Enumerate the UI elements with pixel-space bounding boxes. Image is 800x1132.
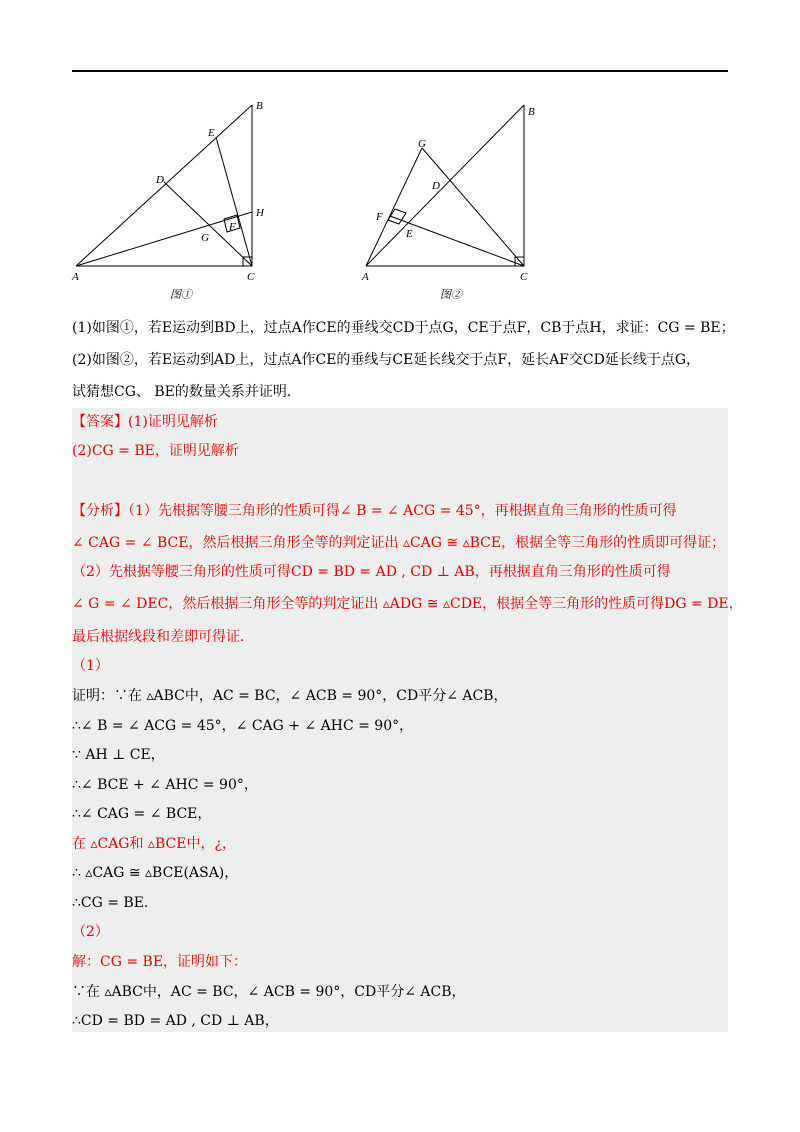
question-part-1: (1)如图①，若E运动到BD上，过点A作CE的垂线交CD于点G，CE于点F，CB于点H，求证：CG = BE；	[72, 320, 735, 336]
fig2-caption: 图②	[440, 289, 462, 301]
fig2-label-c: C	[520, 271, 528, 283]
solution-part-2-line-2: ∵在 ▵ABC中，AC = BC，∠ ACB = 90°，CD平分∠ ACB，	[72, 984, 466, 1000]
analysis-line-4: ∠ G = ∠ DEC，然后根据三角形全等的判定证出 ▵ADG ≅ ▵CDE，根据全等三角形的性质可得DG = DE，	[72, 596, 743, 612]
top-rule	[72, 70, 728, 72]
fig1-label-f: F	[229, 221, 236, 233]
fig1-label-h: H	[256, 207, 264, 219]
question-part-2: (2)如图②，若E运动到AD上，过点A作CE的垂线与CE延长线交于点F，延长AF交CD延长线于点G，	[72, 352, 701, 368]
solution-step-7: ∴ ▵CAG ≅ ▵BCE(ASA)，	[72, 865, 239, 881]
solution-step-6: 在 ▵CAG和 ▵BCE中，¿，	[72, 836, 236, 852]
figure-2-diagram	[360, 95, 560, 305]
solution-step-5: ∴∠ CAG = ∠ BCE，	[72, 806, 212, 822]
analysis-line-1: 【分析】（1）先根据等腰三角形的性质可得∠ B = ∠ ACG = 45°，再根据直角三角形的性质可得	[72, 503, 677, 519]
answer-line-2: (2)CG = BE，证明见解析	[72, 443, 239, 459]
solution-part-1-label: （1）	[72, 658, 109, 674]
fig2-label-g: G	[418, 138, 426, 150]
solution-step-2: ∴∠ B = ∠ ACG = 45°，∠ CAG + ∠ AHC = 90°，	[72, 718, 414, 734]
solution-part-2-label: （2）	[72, 924, 109, 940]
question-part-2-continued: 试猜想CG、 BE的数量关系并证明．	[72, 384, 301, 400]
analysis-line-2: ∠ CAG = ∠ BCE，然后根据三角形全等的判定证出 ▵CAG ≅ ▵BCE，根据全等三角形的性质即可得证；	[72, 535, 726, 551]
solution-step-3: ∵ AH ⊥ CE，	[72, 747, 165, 763]
fig1-label-d: D	[156, 174, 164, 186]
solution-step-8: ∴CG = BE．	[72, 895, 158, 911]
solution-part-2-line-1: 解：CG = BE，证明如下：	[72, 954, 248, 970]
fig1-label-c: C	[247, 271, 255, 283]
analysis-line-5: 最后根据线段和差即可得证．	[72, 629, 254, 645]
figure-2	[360, 95, 560, 309]
fig1-label-b: B	[256, 100, 263, 112]
fig1-label-e: E	[208, 127, 215, 139]
answer-line-1: 【答案】(1)证明见解析	[72, 414, 218, 430]
fig1-label-a: A	[72, 271, 79, 283]
figure-1	[70, 95, 270, 309]
fig2-label-d: D	[432, 180, 440, 192]
analysis-line-3: （2）先根据等腰三角形的性质可得CD = BD = AD , CD ⊥ AB，再根据直角三角形的性质可得	[72, 564, 671, 580]
fig2-label-f: F	[376, 211, 383, 223]
fig2-label-e: E	[406, 228, 413, 240]
fig2-label-b: B	[528, 106, 535, 118]
solution-step-4: ∴∠ BCE + ∠ AHC = 90°，	[72, 777, 258, 793]
figure-1-diagram	[70, 95, 270, 305]
fig1-label-g: G	[201, 232, 209, 244]
solution-step-1: 证明：∵在 ▵ABC中，AC = BC，∠ ACB = 90°，CD平分∠ ACB，	[72, 688, 508, 704]
fig2-label-a: A	[362, 271, 369, 283]
solution-part-2-line-3: ∴CD = BD = AD , CD ⊥ AB，	[72, 1013, 279, 1029]
fig1-caption: 图①	[170, 289, 192, 301]
